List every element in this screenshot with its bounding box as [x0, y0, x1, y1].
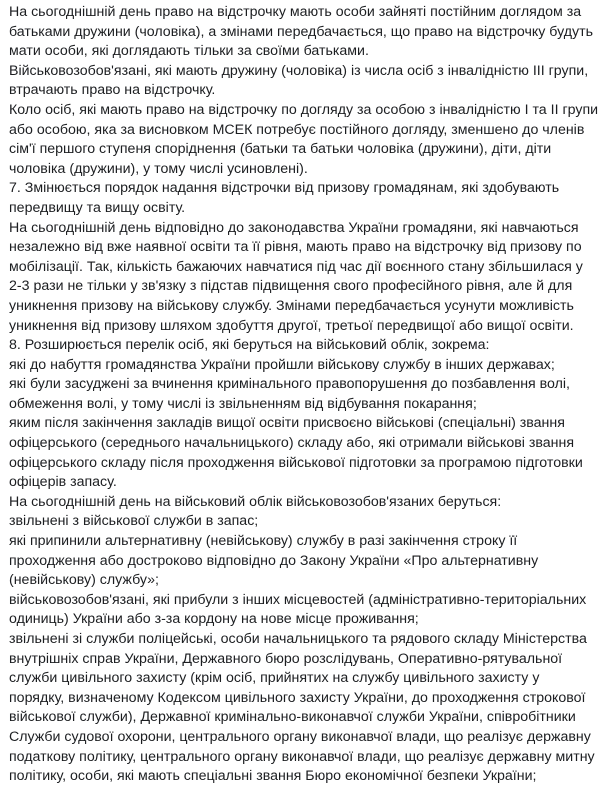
- text-line: політику, особи, які мають спеціальні звання Бюро економічної безпеки України;: [9, 768, 537, 785]
- text-line: передвищу та вищу освіту.: [9, 199, 186, 216]
- text-line: служби цивільного захисту (крім осіб, прийнятих на службу цивільного захисту у: [9, 670, 540, 687]
- text-line: проходження або достроково відповідно до Закону України «Про альтернативну: [9, 552, 539, 569]
- text-line: уникнення призову на військову службу. Змінами передбачається усунути можливість: [9, 297, 574, 314]
- text-line: офіцерського складу після проходження військової підготовки за програмою підготовки: [9, 454, 583, 471]
- text-line: На сьогоднішній день на військовий облік військовозобов'язаних беруться:: [9, 493, 502, 510]
- text-line: уникнення від призову шляхом здобуття другої, третьої передвищої або вищої освіти.: [9, 317, 574, 334]
- text-line: звільнені з військової служби в запас;: [9, 513, 259, 530]
- text-line: звільнені зі служби поліцейські, особи начальницького та рядового складу Міністерства: [9, 631, 587, 647]
- text-line: мобілізації. Так, кількість бажаючих навчатися під час дії воєнного стану збільшилася у: [9, 258, 583, 275]
- text-line: 2-3 рази не тільки у зв'язку з підстав підвищення свого професійного рівня, але й для: [9, 278, 573, 295]
- text-line: 7. Змінюється порядок надання відстрочки від призову громадянам, які здобувають: [9, 180, 560, 197]
- text-line: внутрішніх справ України, Державного бюро розслідувань, Оперативно-рятувальної: [9, 650, 563, 667]
- text-line: які припинили альтернативну (невійськову) службу в разі закінчення строку її: [9, 533, 518, 550]
- text-line: втрачають право на відстрочку.: [9, 82, 216, 99]
- text-line: 8. Розширюється перелік осіб, які беруться на військовий облік, зокрема:: [9, 337, 490, 354]
- text-line: офіцерів запасу.: [9, 474, 117, 491]
- text-line: які були засуджені за вчинення кримінального правопорушення до позбавлення волі,: [9, 376, 570, 393]
- text-line: мати особи, які доглядають тільки за своїми батьками.: [9, 43, 369, 60]
- text-line: На сьогоднішній день право на відстрочку мають особи зайняті постійним доглядом за: [9, 4, 582, 20]
- text-line: Коло осіб, які мають право на відстрочку по догляду за особою з інвалідністю І та ІІ групи: [9, 101, 599, 118]
- text-line: одиниць) України або з-за кордону на нове місце проживання;: [9, 611, 419, 628]
- text-line: (невійськову) службу»;: [9, 572, 159, 589]
- text-line: або особою, яка за висновком МСЕК потребує постійного догляду, зменшено до членів: [9, 121, 585, 138]
- text-line: батьками дружини (чоловіка), а змінами передбачається, що право на відстрочку будуть: [9, 23, 593, 40]
- text-line: На сьогоднішній день відповідно до законодавства України громадяни, які навчаються: [9, 219, 579, 236]
- text-line: обмеження волі, у тому числі із звільненням від відбування покарання;: [9, 395, 477, 412]
- text-line: незалежно від вже наявної освіти та її рівня, мають право на відстрочку від призову по: [9, 239, 582, 256]
- text-line: чоловіка (дружини), у тому числі усиновлені).: [9, 160, 308, 177]
- text-line: які до набуття громадянства України пройшли військову службу в інших державах;: [9, 356, 555, 373]
- text-line: військової служби), Державної кримінально-виконавчої служби України, співробітники: [9, 709, 576, 726]
- text-line: військовозобов'язані, які прибули з інших місцевостей (адміністративно-територіальних: [9, 591, 587, 608]
- text-line: Служби судової охорони, центрального органу виконавчої влади, що реалізує державну: [9, 728, 591, 745]
- text-line: яким після закінчення закладів вищої освіти присвоєно військові (спеціальні) звання: [9, 415, 565, 432]
- text-line: Військовозобов'язані, які мають дружину (чоловіка) із числа осіб з інвалідністю III групи,: [9, 62, 589, 79]
- text-line: податкову політику, центрального органу виконавчої влади, що реалізує державну митну: [9, 748, 595, 765]
- text-line: сім'ї першого ступеня споріднення (батьки та батьки чоловіка (дружини), діти, діти: [9, 141, 552, 158]
- text-line: порядку, визначеному Кодексом цивільного захисту України, до проходження строкової: [9, 689, 586, 706]
- text-line: офіцерського (середнього начальницького) складу або, які отримали військові звання: [9, 435, 574, 452]
